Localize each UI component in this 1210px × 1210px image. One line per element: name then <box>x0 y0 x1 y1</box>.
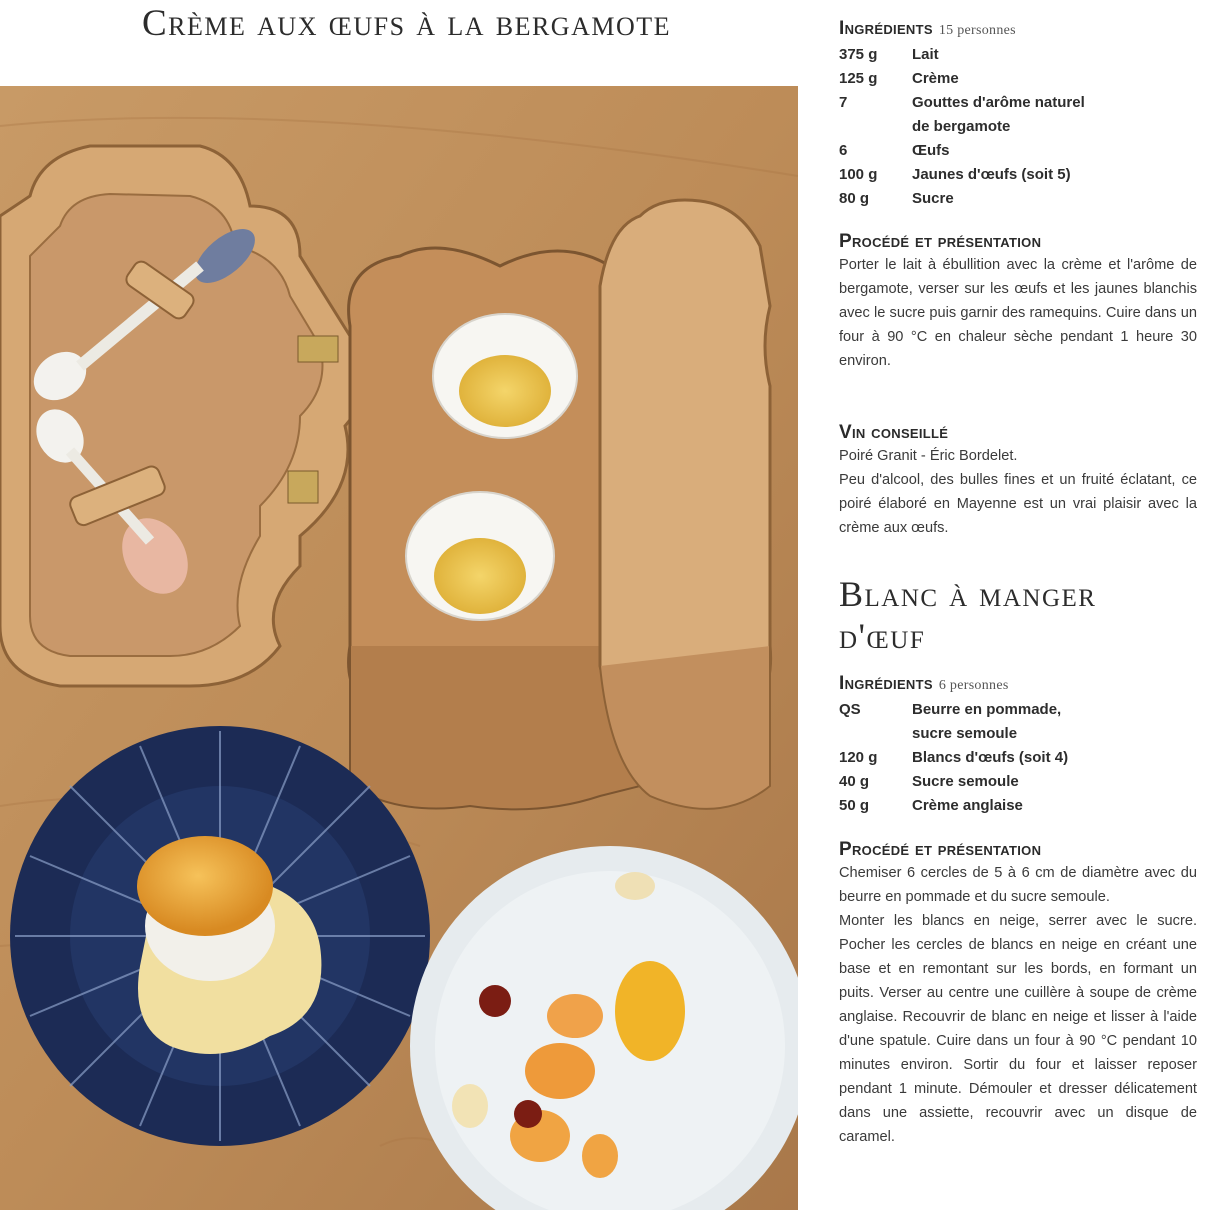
method-heading-2: Procédé et présentation <box>839 839 1042 860</box>
ingredients-list-2 <box>839 698 1182 818</box>
method-heading: Procédé et présentation <box>839 231 1042 252</box>
wine-heading: Vin conseillé <box>839 422 949 443</box>
method-text: Porter le lait à ébullition avec la crème et l'arôme de bergamote, verser sur les œufs et les jaunes blanchis avec le sucre puis garnir des ramequins. Cuire dans un four à 90 °C en chaleur sèche pendant 1 heure 30 environ. <box>839 257 1197 369</box>
servings-label: 15 personnes <box>938 23 1016 38</box>
ingredient-row: QS Beurre en pommade, <box>839 701 1062 718</box>
ingredient-row: 120 g Blancs d'œufs (soit 4) <box>839 749 1069 766</box>
ingredient-row: de bergamote <box>912 118 1011 135</box>
ingredient-row: 7 Gouttes d'arôme naturel <box>839 94 1085 111</box>
ingredient-row: sucre semoule <box>912 725 1018 742</box>
ingredient-row: 100 g Jaunes d'œufs (soit 5) <box>839 166 1071 183</box>
ingredient-row: 125 g Crème <box>839 70 959 87</box>
ingredient-row: 6 Œufs <box>839 142 950 159</box>
recipe2-title-line2: d'œuf <box>839 616 926 656</box>
wine-name: Poiré Granit - Éric Bordelet. <box>839 448 1018 464</box>
servings-label-2: 6 personnes <box>938 678 1009 693</box>
ingredient-row: 80 g Sucre <box>839 190 954 207</box>
wine-description: Peu d'alcool, des bulles fines et un fruité éclatant, ce poiré élaboré en Mayenne est un vrai plaisir avec la crème aux œufs. <box>839 472 1197 536</box>
blue-plate-dessert <box>10 726 430 1146</box>
ingredients-list <box>839 43 1182 211</box>
method-text-2a: Chemiser 6 cercles de 5 à 6 cm de diamètre avec du beurre en pommade et du sucre semoule. <box>839 865 1197 905</box>
ingredient-row: 375 g Lait <box>839 46 939 63</box>
ingredients-heading: Ingrédients 15 personnes <box>839 18 1016 39</box>
ingredients-heading-2: Ingrédients 6 personnes <box>839 673 1009 694</box>
ingredient-row: 40 g Sucre semoule <box>839 773 1019 790</box>
recipe2-title-line1: Blanc à manger <box>839 574 1097 614</box>
method-text-2b: Monter les blancs en neige, serrer avec le sucre. Pocher les cercles de blancs en neige en créant une base et en remontant sur les bords, en formant un puits. Verser au centre une cuillère à soupe de crème anglaise. Recouvrir de blanc en neige et lisser à l'aide d'une spatule. Cuire dans un four à 90 °C pendant 10 minutes environ. Sortir du four et laisser reposer pendant 1 minute. Démouler et dresser délicatement dans une assiette, recouvrir avec un disque de caramel. <box>839 913 1197 1145</box>
recipe-title: Crème aux œufs à la bergamote <box>142 3 672 44</box>
ingredient-row: 50 g Crème anglaise <box>839 797 1023 814</box>
food-photo <box>0 86 798 1210</box>
